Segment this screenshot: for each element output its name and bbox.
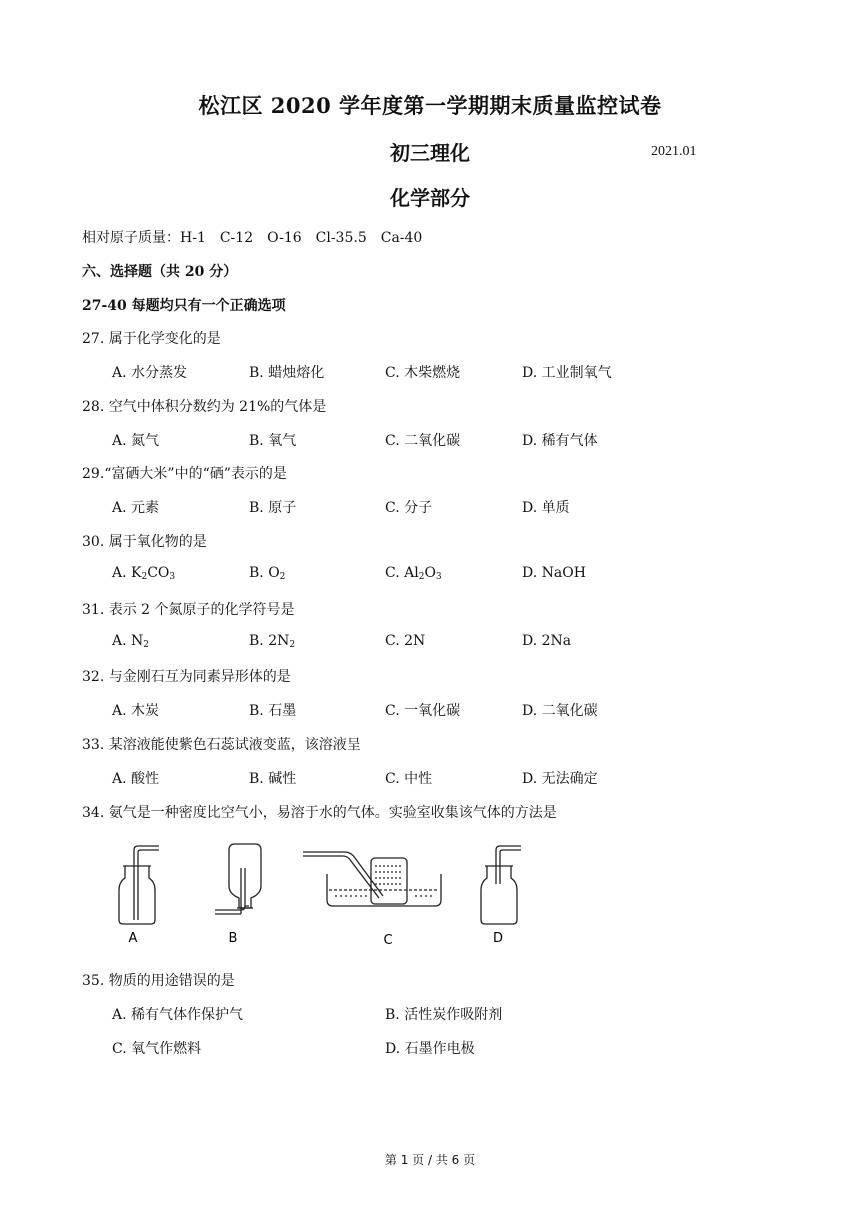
option-b: B. 氧气 (249, 433, 297, 449)
option-b: B. $2N_2$ (249, 633, 296, 650)
figure-label-c: C (383, 933, 393, 948)
apparatus-b (215, 844, 261, 914)
exam-subtitle: 初三理化 (390, 141, 470, 165)
option-b: B. 蜡烛熔化 (249, 365, 325, 381)
option-d: D. 无法确定 (522, 771, 598, 787)
part-heading: 六、选择题（共 20 分） (82, 264, 238, 280)
question-stem: 31. 表示 2 个氮原子的化学符号是 (82, 602, 295, 618)
option-c: C. 分子 (385, 500, 433, 516)
question-stem: 32. 与金刚石互为同素异形体的是 (82, 669, 291, 685)
section-title: 化学部分 (390, 186, 470, 210)
option-c: C. 一氧化碳 (385, 703, 461, 719)
option-d: D. 工业制氧气 (522, 365, 612, 381)
question-stem: 28. 空气中体积分数约为 21%的气体是 (82, 399, 327, 415)
apparatus-a (119, 846, 159, 924)
option-c: C. 二氧化碳 (385, 433, 461, 449)
option-b: B. 活性炭作吸附剂 (385, 1007, 503, 1023)
option-a: A. 稀有气体作保护气 (112, 1007, 244, 1023)
option-d: D. 2Na (522, 633, 572, 649)
option-c: C. 氧气作燃料 (112, 1041, 202, 1057)
exam-date: 2021.01 (651, 144, 697, 159)
question-stem: 34. 氨气是一种密度比空气小，易溶于水的气体。实验室收集该气体的方法是 (82, 805, 557, 821)
option-b: B. 石墨 (249, 703, 297, 719)
option-a: A. $N_2$ (112, 633, 149, 650)
option-c: C. 木柴燃烧 (385, 365, 461, 381)
option-d: D. 单质 (522, 500, 570, 516)
figure-label-b: B (228, 931, 238, 946)
option-c: C. 2N (385, 633, 426, 649)
option-c: C. $Al_2O_3$ (385, 565, 442, 582)
question-stem: 29.“富硒大米”中的“硒”表示的是 (82, 466, 287, 482)
figure-label-a: A (128, 931, 138, 946)
question-stem: 33. 某溶液能使紫色石蕊试液变蓝，该溶液呈 (82, 737, 361, 753)
gas-collection-figures (105, 838, 535, 948)
option-a: A. 氮气 (112, 433, 160, 449)
option-b: B. $O_2$ (249, 565, 286, 582)
option-a: A. $K_2CO_3$ (112, 565, 176, 582)
option-d: D. NaOH (522, 565, 586, 581)
option-a: A. 元素 (112, 500, 160, 516)
option-a: A. 酸性 (112, 771, 160, 787)
exam-title: 松江区 2020 学年度第一学期期末质量监控试卷 (198, 93, 662, 118)
apparatus-c (303, 852, 441, 906)
atomic-masses: 相对原子质量：H-1 C-12 O-16 Cl-35.5 Ca-40 (82, 230, 423, 246)
option-c: C. 中性 (385, 771, 433, 787)
question-stem: 30. 属于氧化物的是 (82, 534, 207, 550)
option-d: D. 石墨作电极 (385, 1041, 475, 1057)
figure-label-d: D (492, 931, 504, 946)
option-d: D. 稀有气体 (522, 433, 598, 449)
option-d: D. 二氧化碳 (522, 703, 598, 719)
instruction: 27-40 每题均只有一个正确选项 (82, 298, 286, 314)
page-footer: 第 1 页 / 共 6 页 (384, 1153, 476, 1167)
apparatus-d (481, 846, 521, 924)
option-b: B. 原子 (249, 500, 297, 516)
option-a: A. 木炭 (112, 703, 160, 719)
question-stem: 35. 物质的用途错误的是 (82, 973, 235, 989)
question-stem: 27. 属于化学变化的是 (82, 331, 221, 347)
gas-collection-diagram (105, 838, 535, 948)
option-a: A. 水分蒸发 (112, 365, 188, 381)
option-b: B. 碱性 (249, 771, 297, 787)
